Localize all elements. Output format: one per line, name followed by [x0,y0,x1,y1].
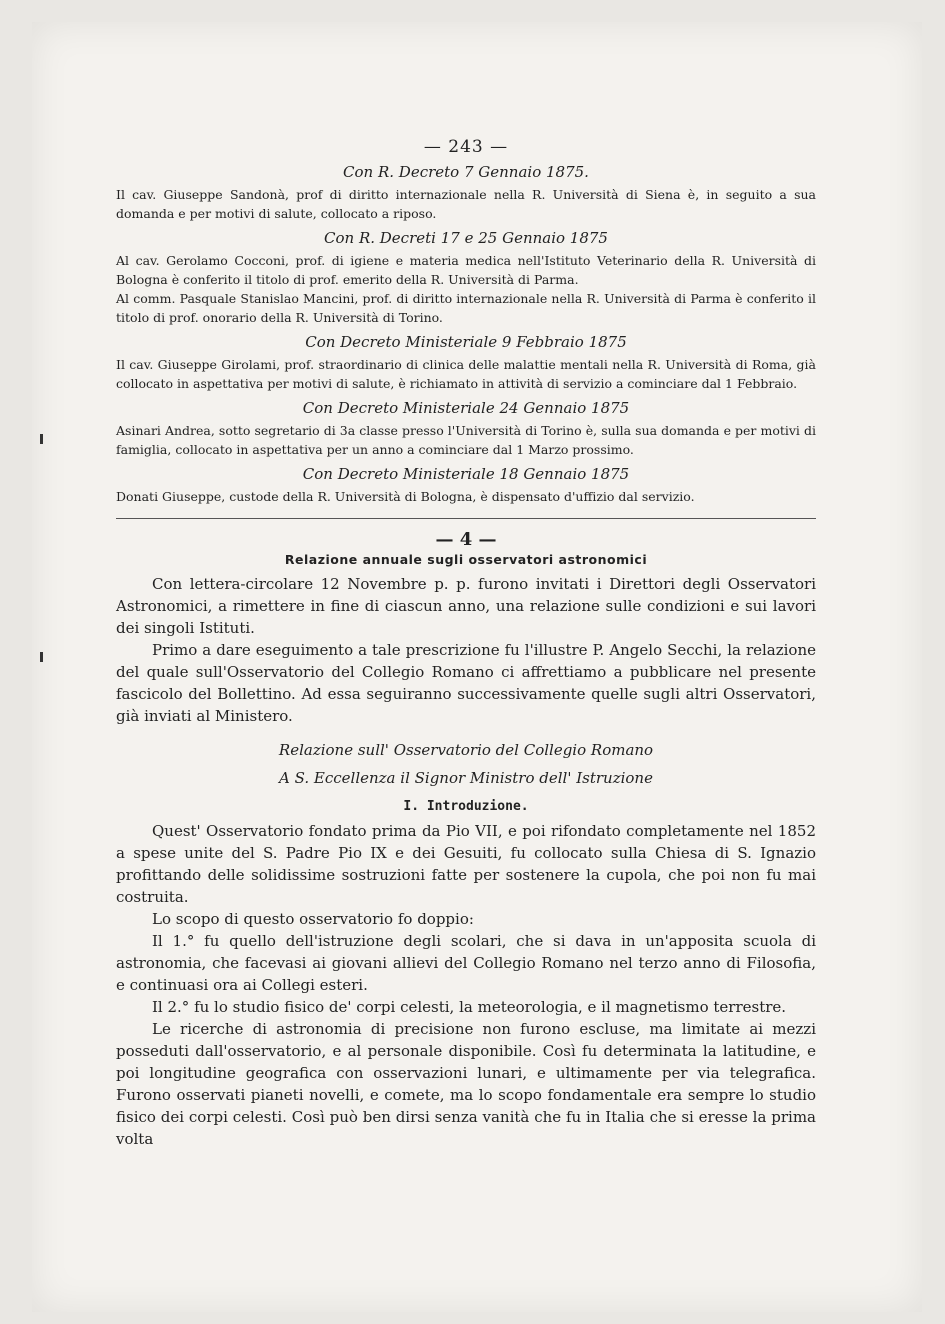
page-content [116,137,816,1150]
decree-title: Con Decreto Ministeriale 18 Gennaio 1875 [302,465,630,483]
decree-paragraph: Donati Giuseppe, custode della R. Università di Bologna, è dispensato d'uffizio dal servizio. [116,489,695,504]
body-paragraph: Primo a dare eseguimento a tale prescrizione fu l'illustre P. Angelo Secchi, la relazione del quale sull'Osservatorio del Collegio Romano ci affrettiamo a pubblicare nel presente fascicolo del Bollettino. Ad essa seguiranno successivamente quelle sugli altri Osservatori, già inviati al Ministero. [116,641,816,725]
subheading: I. Introduzione. [403,799,529,814]
decree-title: Con R. Decreto 7 Gennaio 1875. [343,163,589,181]
body-paragraph: Quest' Osservatorio fondato prima da Pio VII, e poi rifondato completamente nel 1852 a spese unite del S. Padre Pio IX e dei Gesuiti, fu collocato sulla Chiesa di S. Ignazio profittando delle solidissime sostruzioni fatte per sostenere la cupola, che poi non fu mai costruita. [116,822,816,906]
margin-mark [40,652,43,662]
decree-title: Con Decreto Ministeriale 24 Gennaio 1875 [302,399,630,417]
decree-block [116,465,816,506]
decree-paragraph: Al cav. Gerolamo Cocconi, prof. di igiene e materia medica nell'Istituto Veterinario della R. Università di Bologna è conferito il titolo di prof. emerito della R. Università di Parma. [116,253,816,287]
addressee: A S. Eccellenza il Signor Ministro dell' Istruzione [279,769,653,787]
body-paragraph: Il 1.° fu quello dell'istruzione degli scolari, che si dava in un'apposita scuola di astronomia, che facevasi ai giovani allievi del Collegio Romano nel terzo anno di Filosofia, e continuasi ora ai Collegi esteri. [116,932,816,994]
decree-block [116,229,816,327]
body-paragraph: Il 2.° fu lo studio fisico de' corpi celesti, la meteorologia, e il magnetismo terrestre. [152,998,787,1016]
body-paragraph: Le ricerche di astronomia di precisione non furono escluse, ma limitate ai mezzi posseduti dall'osservatorio, e al personale disponibile. Così fu determinata la latitudine, e poi longitudine geografica con osservazioni lunari, e ultimamente per via telegrafica. Furono osservati pianeti novelli, e comete, ma lo scopo fondamentale era sempre lo studio fisico dei corpi celesti. Così può ben dirsi senza vanità che fu in Italia che si eresse la prima volta [116,1020,816,1148]
margin-mark [40,434,43,444]
body-paragraph: Lo scopo di questo osservatorio fo doppio: [152,910,474,928]
decree-block [116,333,816,393]
decree-paragraph: Al comm. Pasquale Stanislao Mancini, prof. di diritto internazionale nella R. Università di Parma è conferito il titolo di prof. onorario della R. Università di Torino. [116,291,816,325]
decree-paragraph: Il cav. Giuseppe Girolami, prof. straordinario di clinica delle malattie mentali nella R. Università di Roma, già collocato in aspettativa per motivi di salute, è richiamato in attività di servizio a cominciare dal 1 Febbraio. [116,357,816,391]
document-page [32,22,922,1312]
section-number: — 4 — [435,529,497,550]
section-divider [116,518,816,519]
decree-paragraph: Il cav. Giuseppe Sandonà, prof di diritto internazionale nella R. Università di Siena è, in seguito a sua domanda e per motivi di salute, collocato a riposo. [116,187,816,221]
decree-title: Con Decreto Ministeriale 9 Febbraio 1875 [305,333,627,351]
page-number: — 243 — [423,137,509,157]
report-title: Relazione sull' Osservatorio del Collegio Romano [278,741,654,759]
decree-block [116,399,816,459]
decree-paragraph: Asinari Andrea, sotto segretario di 3a classe presso l'Università di Torino è, sulla sua domanda e per motivi di famiglia, collocato in aspettativa per un anno a cominciare dal 1 Marzo prossimo. [116,423,816,457]
decree-title: Con R. Decreti 17 e 25 Gennaio 1875 [324,229,608,247]
decree-block [116,163,816,223]
body-paragraph: Con lettera-circolare 12 Novembre p. p. furono invitati i Direttori degli Osservatori Astronomici, a rimettere in fine di ciascun anno, una relazione sulle condizioni e sui lavori dei singoli Istituti. [116,575,816,637]
section-title: Relazione annuale sugli osservatori astronomici [284,552,648,567]
